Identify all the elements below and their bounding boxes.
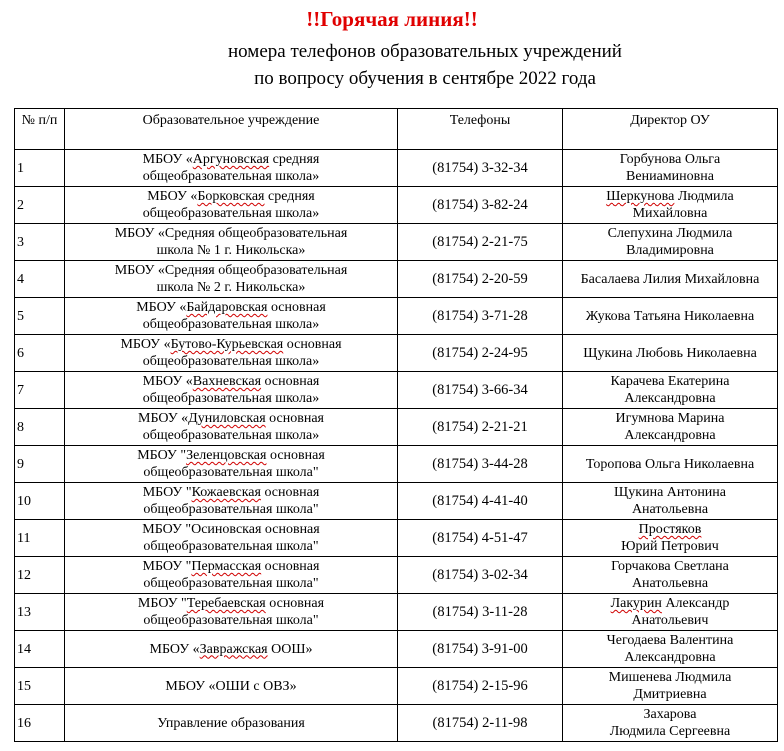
institution-line2: общеобразовательная школа» bbox=[142, 354, 320, 369]
institution-line1: Управление образования bbox=[157, 715, 305, 731]
director-line2: Людмила Сергеевна bbox=[609, 724, 731, 739]
table-header-row bbox=[15, 109, 778, 150]
column-header-director: Директор ОУ bbox=[563, 109, 778, 150]
director-cell bbox=[563, 261, 778, 298]
director-line2: Анатольевна bbox=[631, 502, 709, 517]
director-line2: Анатольевич bbox=[631, 613, 709, 628]
table-row bbox=[15, 261, 778, 298]
institution-line1: МБОУ "Пермасская основная bbox=[142, 559, 320, 574]
institution-line2: общеобразовательная школа" bbox=[143, 502, 319, 517]
director-cell bbox=[563, 446, 778, 483]
column-header-number: № п/п bbox=[15, 109, 65, 150]
institution-line2: школа № 2 г. Никольска» bbox=[156, 280, 306, 295]
page-subtitle-line2: по вопросу обучения в сентябре 2022 года bbox=[254, 68, 596, 89]
phone-cell: (81754) 3-91-00 bbox=[398, 631, 563, 668]
director-line1: Слепухина Людмила bbox=[607, 226, 733, 241]
institution-line1: МБОУ «Вахневская основная bbox=[142, 374, 320, 389]
row-number: 4 bbox=[15, 261, 65, 298]
director-cell bbox=[563, 187, 778, 224]
director-line1: Басалаева Лилия Михайловна bbox=[580, 271, 760, 287]
phone-cell: (81754) 2-11-98 bbox=[398, 705, 563, 742]
director-line1: Горбунова Ольга bbox=[619, 152, 721, 167]
institution-line1: МБОУ «Завражская ООШ» bbox=[149, 641, 313, 657]
institution-cell bbox=[65, 483, 398, 520]
director-cell bbox=[563, 668, 778, 705]
director-line2: Анатольевна bbox=[631, 576, 709, 591]
institution-cell bbox=[65, 224, 398, 261]
row-number: 12 bbox=[15, 557, 65, 594]
phone-table bbox=[14, 108, 778, 742]
institution-line1: МБОУ «Дуниловская основная bbox=[138, 411, 324, 426]
institution-line1: МБОУ «ОШИ с ОВЗ» bbox=[165, 678, 297, 694]
director-cell bbox=[563, 298, 778, 335]
table-row bbox=[15, 372, 778, 409]
phone-cell: (81754) 2-24-95 bbox=[398, 335, 563, 372]
row-number: 3 bbox=[15, 224, 65, 261]
phone-cell: (81754) 3-11-28 bbox=[398, 594, 563, 631]
institution-cell bbox=[65, 335, 398, 372]
phone-cell: (81754) 3-66-34 bbox=[398, 372, 563, 409]
institution-cell bbox=[65, 187, 398, 224]
director-line2: Юрий Петрович bbox=[621, 539, 719, 554]
institution-line2: общеобразовательная школа» bbox=[142, 391, 320, 406]
institution-cell bbox=[65, 668, 398, 705]
row-number: 11 bbox=[15, 520, 65, 557]
institution-line2: общеобразовательная школа" bbox=[143, 576, 319, 591]
director-cell bbox=[563, 335, 778, 372]
institution-cell bbox=[65, 298, 398, 335]
institution-cell bbox=[65, 409, 398, 446]
institution-line1: МБОУ «Байдаровская основная bbox=[136, 300, 326, 315]
director-line2: Александровна bbox=[624, 650, 716, 665]
table-row bbox=[15, 446, 778, 483]
row-number: 1 bbox=[15, 150, 65, 187]
director-line1: Щукина Антонина bbox=[613, 485, 727, 500]
row-number: 16 bbox=[15, 705, 65, 742]
institution-cell bbox=[65, 446, 398, 483]
director-cell bbox=[563, 409, 778, 446]
row-number: 2 bbox=[15, 187, 65, 224]
table-row bbox=[15, 705, 778, 742]
director-line2: Александровна bbox=[624, 391, 716, 406]
table-body bbox=[15, 150, 778, 742]
director-cell bbox=[563, 557, 778, 594]
institution-line2: общеобразовательная школа» bbox=[142, 317, 320, 332]
table-row bbox=[15, 150, 778, 187]
institution-cell bbox=[65, 372, 398, 409]
page-title: !!Горячая линия!! bbox=[306, 7, 478, 31]
institution-line1: МБОУ "Кожаевская основная bbox=[142, 485, 320, 500]
table-row bbox=[15, 187, 778, 224]
director-cell bbox=[563, 224, 778, 261]
director-cell bbox=[563, 631, 778, 668]
institution-line1: МБОУ "Теребаевская основная bbox=[137, 596, 325, 611]
institution-line2: общеобразовательная школа" bbox=[143, 613, 319, 628]
director-line1: Чегодаева Валентина bbox=[606, 633, 734, 648]
table-row bbox=[15, 409, 778, 446]
institution-cell bbox=[65, 261, 398, 298]
page-subtitle-line1: номера телефонов образовательных учреждений bbox=[228, 41, 622, 62]
phone-cell: (81754) 2-20-59 bbox=[398, 261, 563, 298]
institution-line1: МБОУ «Средняя общеобразовательная bbox=[114, 226, 348, 241]
phone-cell: (81754) 4-51-47 bbox=[398, 520, 563, 557]
table-row bbox=[15, 668, 778, 705]
row-number: 7 bbox=[15, 372, 65, 409]
row-number: 9 bbox=[15, 446, 65, 483]
director-line1: Карачева Екатерина bbox=[610, 374, 730, 389]
institution-line1: МБОУ «Бутово-Курьевская основная bbox=[120, 337, 342, 352]
director-cell bbox=[563, 483, 778, 520]
institution-line2: общеобразовательная школа» bbox=[142, 169, 320, 184]
institution-line2: общеобразовательная школа" bbox=[143, 465, 319, 480]
phone-cell: (81754) 2-21-75 bbox=[398, 224, 563, 261]
table-row bbox=[15, 557, 778, 594]
row-number: 15 bbox=[15, 668, 65, 705]
table-row bbox=[15, 224, 778, 261]
row-number: 8 bbox=[15, 409, 65, 446]
table-row bbox=[15, 335, 778, 372]
phone-cell: (81754) 4-41-40 bbox=[398, 483, 563, 520]
director-line2: Дмитриевна bbox=[633, 687, 707, 702]
phone-cell: (81754) 3-44-28 bbox=[398, 446, 563, 483]
director-line1: Жукова Татьяна Николаевна bbox=[585, 308, 755, 324]
director-line1: Торопова Ольга Николаевна bbox=[585, 456, 755, 472]
institution-line2: школа № 1 г. Никольска» bbox=[156, 243, 306, 258]
director-line1: Щукина Любовь Николаевна bbox=[583, 345, 757, 361]
director-line1: Шеркунова Людмила bbox=[606, 189, 734, 204]
director-cell bbox=[563, 150, 778, 187]
director-line2: Михайловна bbox=[632, 206, 708, 221]
table-row bbox=[15, 520, 778, 557]
director-line2: Владимировна bbox=[626, 243, 714, 258]
institution-cell bbox=[65, 631, 398, 668]
phone-cell: (81754) 2-15-96 bbox=[398, 668, 563, 705]
phone-cell: (81754) 3-82-24 bbox=[398, 187, 563, 224]
director-line1: Горчакова Светлана bbox=[611, 559, 729, 574]
director-line2: Вениаминовна bbox=[626, 169, 714, 184]
director-line1: Лакурин Александр bbox=[610, 596, 730, 611]
institution-line2: общеобразовательная школа» bbox=[142, 206, 320, 221]
institution-line1: МБОУ "Осиновская основная bbox=[142, 522, 320, 537]
row-number: 13 bbox=[15, 594, 65, 631]
institution-cell bbox=[65, 705, 398, 742]
column-header-institution: Образовательное учреждение bbox=[65, 109, 398, 150]
institution-line2: общеобразовательная школа» bbox=[142, 428, 320, 443]
director-line1: Простяков bbox=[638, 522, 702, 537]
director-cell bbox=[563, 520, 778, 557]
column-header-phones: Телефоны bbox=[398, 109, 563, 150]
institution-line1: МБОУ «Аргуновская средняя bbox=[142, 152, 320, 167]
director-cell bbox=[563, 705, 778, 742]
phone-cell: (81754) 3-71-28 bbox=[398, 298, 563, 335]
institution-line1: МБОУ «Средняя общеобразовательная bbox=[114, 263, 348, 278]
table-row bbox=[15, 298, 778, 335]
institution-line1: МБОУ "Зеленцовская основная bbox=[137, 448, 325, 463]
institution-line1: МБОУ «Борковская средняя bbox=[147, 189, 315, 204]
director-line1: Игумнова Марина bbox=[615, 411, 725, 426]
director-line1: Захарова bbox=[643, 707, 697, 722]
row-number: 10 bbox=[15, 483, 65, 520]
institution-line2: общеобразовательная школа" bbox=[143, 539, 319, 554]
institution-cell bbox=[65, 594, 398, 631]
row-number: 5 bbox=[15, 298, 65, 335]
row-number: 6 bbox=[15, 335, 65, 372]
institution-cell bbox=[65, 520, 398, 557]
phone-cell: (81754) 3-02-34 bbox=[398, 557, 563, 594]
table-row bbox=[15, 483, 778, 520]
phone-cell: (81754) 3-32-34 bbox=[398, 150, 563, 187]
table-row bbox=[15, 631, 778, 668]
director-cell bbox=[563, 372, 778, 409]
director-line2: Александровна bbox=[624, 428, 716, 443]
director-line1: Мишенева Людмила bbox=[608, 670, 732, 685]
phone-cell: (81754) 2-21-21 bbox=[398, 409, 563, 446]
institution-cell bbox=[65, 557, 398, 594]
table-row bbox=[15, 594, 778, 631]
row-number: 14 bbox=[15, 631, 65, 668]
institution-cell bbox=[65, 150, 398, 187]
director-cell bbox=[563, 594, 778, 631]
